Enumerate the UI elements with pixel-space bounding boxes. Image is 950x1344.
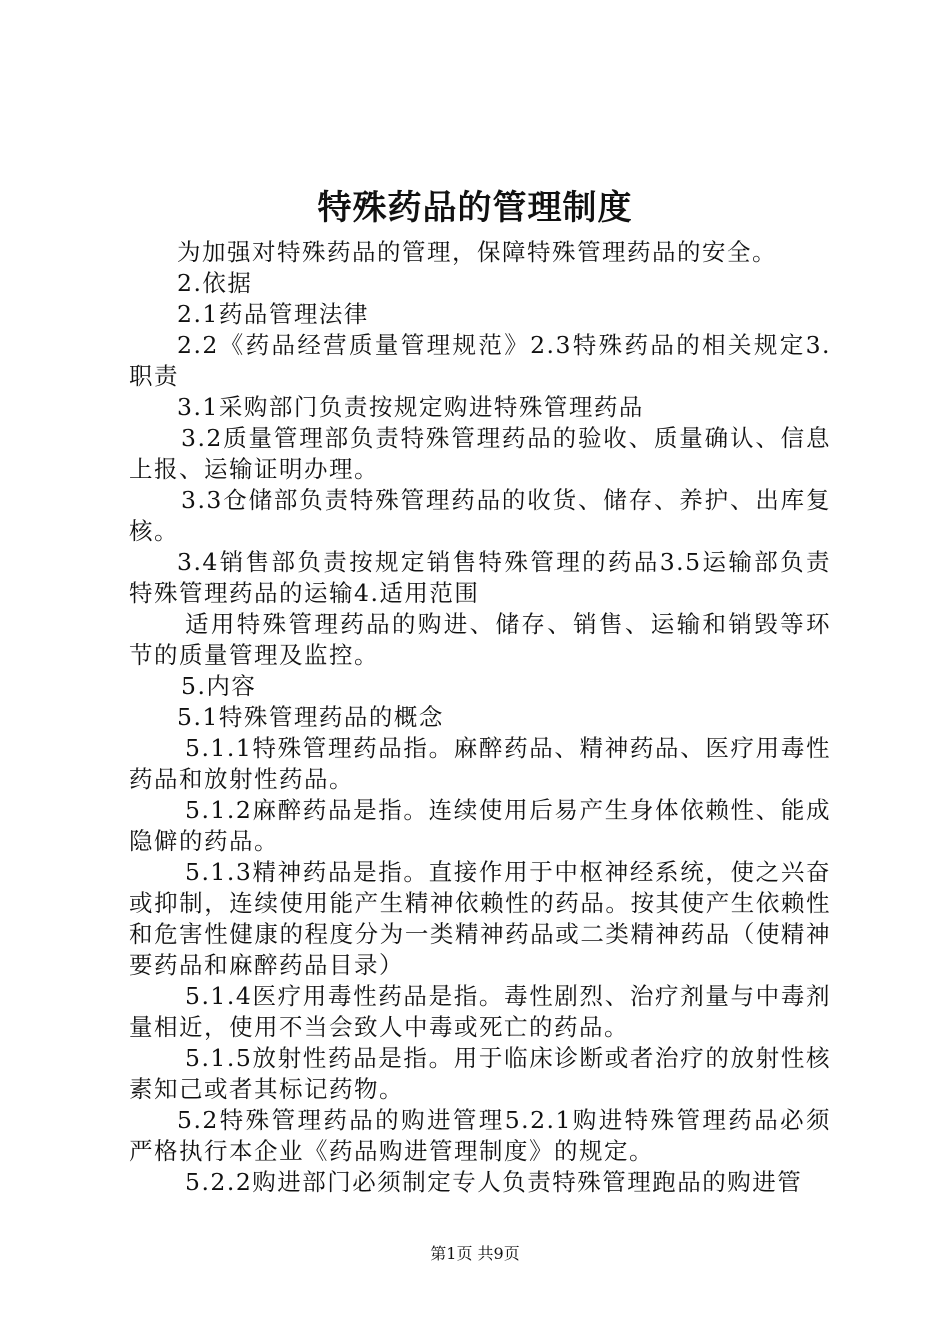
paragraph-2-1: 2.1药品管理法律: [177, 300, 369, 328]
document-body: [129, 237, 831, 1198]
paragraph-5-1-4: 5.1.4医疗用毒性药品是指。毒性剧烈、治疗剂量与中毒剂量相近，使用不当会致人中毒或死亡的药品。: [129, 982, 831, 1041]
paragraph-5-2: 5.2特殊管理药品的购进管理5.2.1购进特殊管理药品必须严格执行本企业《药品购进管理制度》的规定。: [129, 1106, 831, 1165]
paragraph-3-2: 3.2质量管理部负责特殊管理药品的验收、质量确认、信息上报、运输证明办理。: [129, 424, 831, 483]
paragraph-purpose: 为加强对特殊药品的管理，保障特殊管理药品的安全。: [177, 238, 777, 266]
paragraph-content-heading: 5.内容: [181, 672, 257, 700]
paragraph-5-1-3: 5.1.3精神药品是指。直接作用于中枢神经系统，使之兴奋或抑制，连续使用能产生精神依赖性的药品。按其使产生依赖性和危害性健康的程度分为一类精神药品或二类精神药品（使精神要药品和麻醉药品目录）: [129, 858, 831, 979]
paragraph-5-2-2: 5.2.2购进部门必须制定专人负责特殊管理跑品的购进管: [185, 1168, 803, 1196]
paragraph-basis-heading: 2.依据: [177, 269, 253, 297]
paragraph-5-1: 5.1特殊管理药品的概念: [177, 703, 444, 731]
paragraph-5-1-5: 5.1.5放射性药品是指。用于临床诊断或者治疗的放射性核素知己或者其标记药物。: [129, 1044, 831, 1103]
paragraph-3-1: 3.1采购部门负责按规定购进特殊管理药品: [177, 393, 644, 421]
paragraph-5-1-1: 5.1.1特殊管理药品指。麻醉药品、精神药品、医疗用毒性药品和放射性药品。: [129, 734, 831, 793]
paragraph-3-4: 3.4销售部负责按规定销售特殊管理的药品3.5运输部负责特殊管理药品的运输4.适用范围: [129, 548, 831, 607]
paragraph-5-1-2: 5.1.2麻醉药品是指。连续使用后易产生身体依赖性、能成隐僻的药品。: [129, 796, 831, 855]
paragraph-3-3: 3.3仓储部负责特殊管理药品的收货、储存、养护、出库复核。: [129, 486, 831, 545]
page-footer: 第1页 共9页: [430, 1244, 520, 1263]
paragraph-scope: 适用特殊管理药品的购进、储存、销售、运输和销毁等环节的质量管理及监控。: [129, 610, 831, 669]
document-title: 特殊药品的管理制度: [317, 188, 633, 228]
paragraph-2-2: 2.2《药品经营质量管理规范》2.3特殊药品的相关规定3.职责: [129, 331, 831, 390]
